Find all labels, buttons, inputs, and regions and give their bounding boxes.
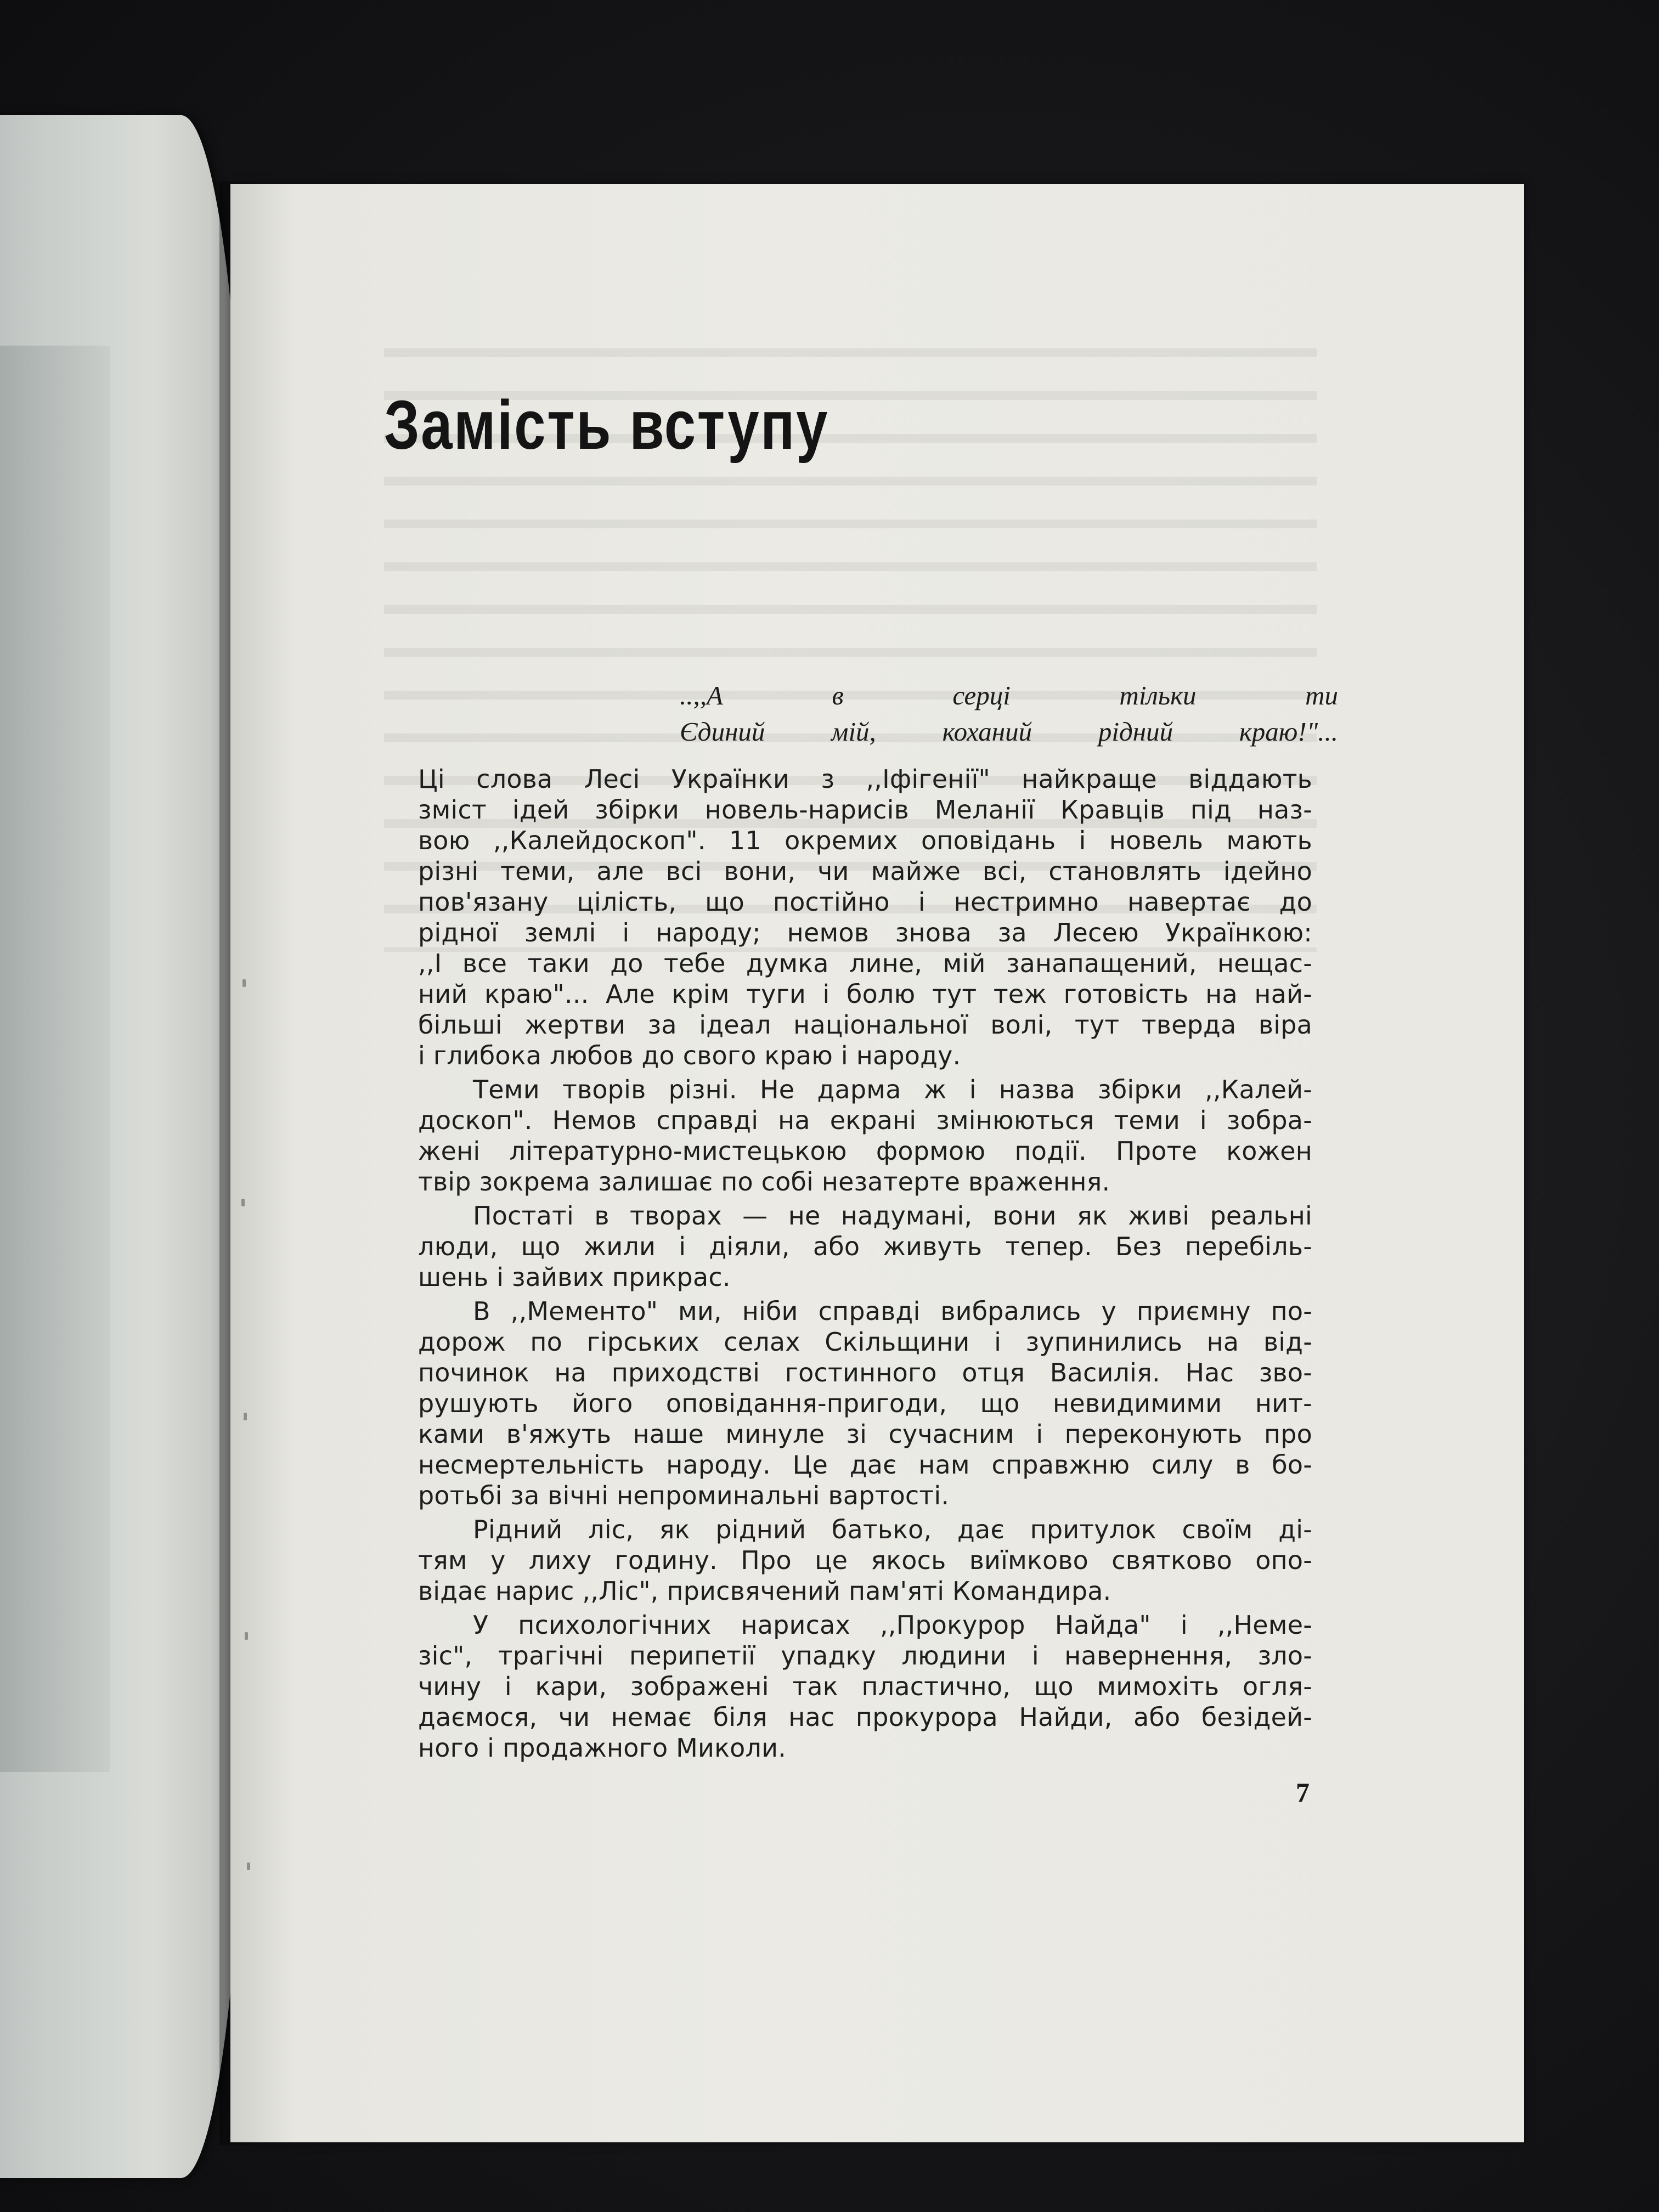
text-line: ротьбі за вічні непроминальні вартості. xyxy=(418,1481,950,1510)
paragraph xyxy=(418,1514,1312,1606)
text-line: жені літературно-мистецькою формою події. Проте кожен xyxy=(418,1136,1312,1166)
text-line: і глибока любов до свого краю і народу. xyxy=(418,1041,961,1070)
page-title: Замість вступу xyxy=(384,386,829,464)
text-line: рідної землі і народу; немов знова за Лесею Українкою: xyxy=(418,918,1312,947)
text-line: доскоп". Немов справді на екрані змінюються теми і зобра- xyxy=(418,1105,1312,1135)
binding-stitch xyxy=(241,1199,245,1206)
text-line: рушують його оповідання-пригоди, що невидимими нит- xyxy=(418,1389,1312,1418)
text-line: Рідний ліс, як рідний батько, дає притулок своїм ді- xyxy=(473,1515,1312,1544)
text-line: ного і продажного Миколи. xyxy=(418,1733,786,1763)
text-line: дорож по гірських селах Скільщини і зупинились на від- xyxy=(418,1327,1312,1357)
text-line: Ці слова Лесі Українки з ,,Іфігенії" найкраще віддають xyxy=(418,764,1312,794)
text-line: несмертельність народу. Це дає нам справжню силу в бо- xyxy=(418,1450,1312,1480)
paragraph xyxy=(418,1610,1312,1763)
binding-stitch xyxy=(244,1413,247,1420)
text-line: твір зокрема залишає по собі незатерте враження. xyxy=(418,1167,1110,1197)
text-line: відає нарис ,,Ліс", присвячений пам'яті Командира. xyxy=(418,1576,1111,1606)
paragraph xyxy=(418,1200,1312,1293)
page-number: 7 xyxy=(1296,1777,1310,1808)
epigraph xyxy=(680,678,1338,750)
text-line: пов'язану цілість, що постійно і нестримно навертає до xyxy=(418,887,1312,917)
binding-stitch xyxy=(247,1863,250,1870)
text-line: ,,І все таки до тебе думка лине, мій занапащений, нещас- xyxy=(418,949,1312,978)
text-line: Постаті в творах — не надумані, вони як живі реальні xyxy=(473,1201,1312,1231)
text-line: зіс", трагічні перипетії упадку людини і навернення, зло- xyxy=(418,1641,1312,1671)
text-line: зміст ідей збірки новель-нарисів Меланії Кравців під наз- xyxy=(418,795,1312,825)
text-line: тям у лиху годину. Про це якось виїмково святково опо- xyxy=(418,1545,1312,1575)
epigraph-line: ..,,А в серці тільки ти xyxy=(680,680,1338,710)
text-line: починок на приходстві гостинного отця Василія. Нас зво- xyxy=(418,1358,1312,1387)
text-line: ками в'яжуть наше минуле зі сучасним і переконують про xyxy=(418,1419,1312,1449)
binding-stitch xyxy=(245,1632,248,1640)
text-line: чину і кари, зображені так пластично, що мимохіть огля- xyxy=(418,1672,1312,1701)
paragraph xyxy=(418,1074,1312,1197)
text-line: В ,,Мементо" ми, ніби справді вибрались у приємну по- xyxy=(473,1296,1312,1326)
binding-stitch xyxy=(242,979,246,987)
epigraph-line: Єдиний мій, коханий рідний краю!"... xyxy=(680,716,1338,747)
text-line: Теми творів різні. Не дарма ж і назва збірки ,,Калей- xyxy=(473,1075,1312,1104)
previous-page-edge xyxy=(0,115,247,2178)
text-line: шень і зайвих прикрас. xyxy=(418,1262,731,1292)
text-line: більші жертви за ідеал національної волі, тут тверда віра xyxy=(418,1010,1312,1040)
paragraph xyxy=(418,1296,1312,1511)
text-line: різні теми, але всі вони, чи майже всі, становлять ідейно xyxy=(418,856,1312,886)
body-text xyxy=(418,764,1312,1767)
previous-page-illustration-ghost xyxy=(0,346,110,1772)
text-line: люди, що жили і діяли, або живуть тепер. Без перебіль- xyxy=(418,1232,1312,1261)
text-line: У психологічних нарисах ,,Прокурор Найда" і ,,Неме- xyxy=(473,1610,1312,1640)
text-line: даємося, чи немає біля нас прокурора Найди, або безідей- xyxy=(418,1702,1312,1732)
paragraph xyxy=(418,764,1312,1071)
text-line: ний краю"... Але крім туги і болю тут теж готовість на най- xyxy=(418,979,1312,1009)
text-line: вою ,,Калейдоскоп". 11 окремих оповідань і новель мають xyxy=(418,826,1312,855)
